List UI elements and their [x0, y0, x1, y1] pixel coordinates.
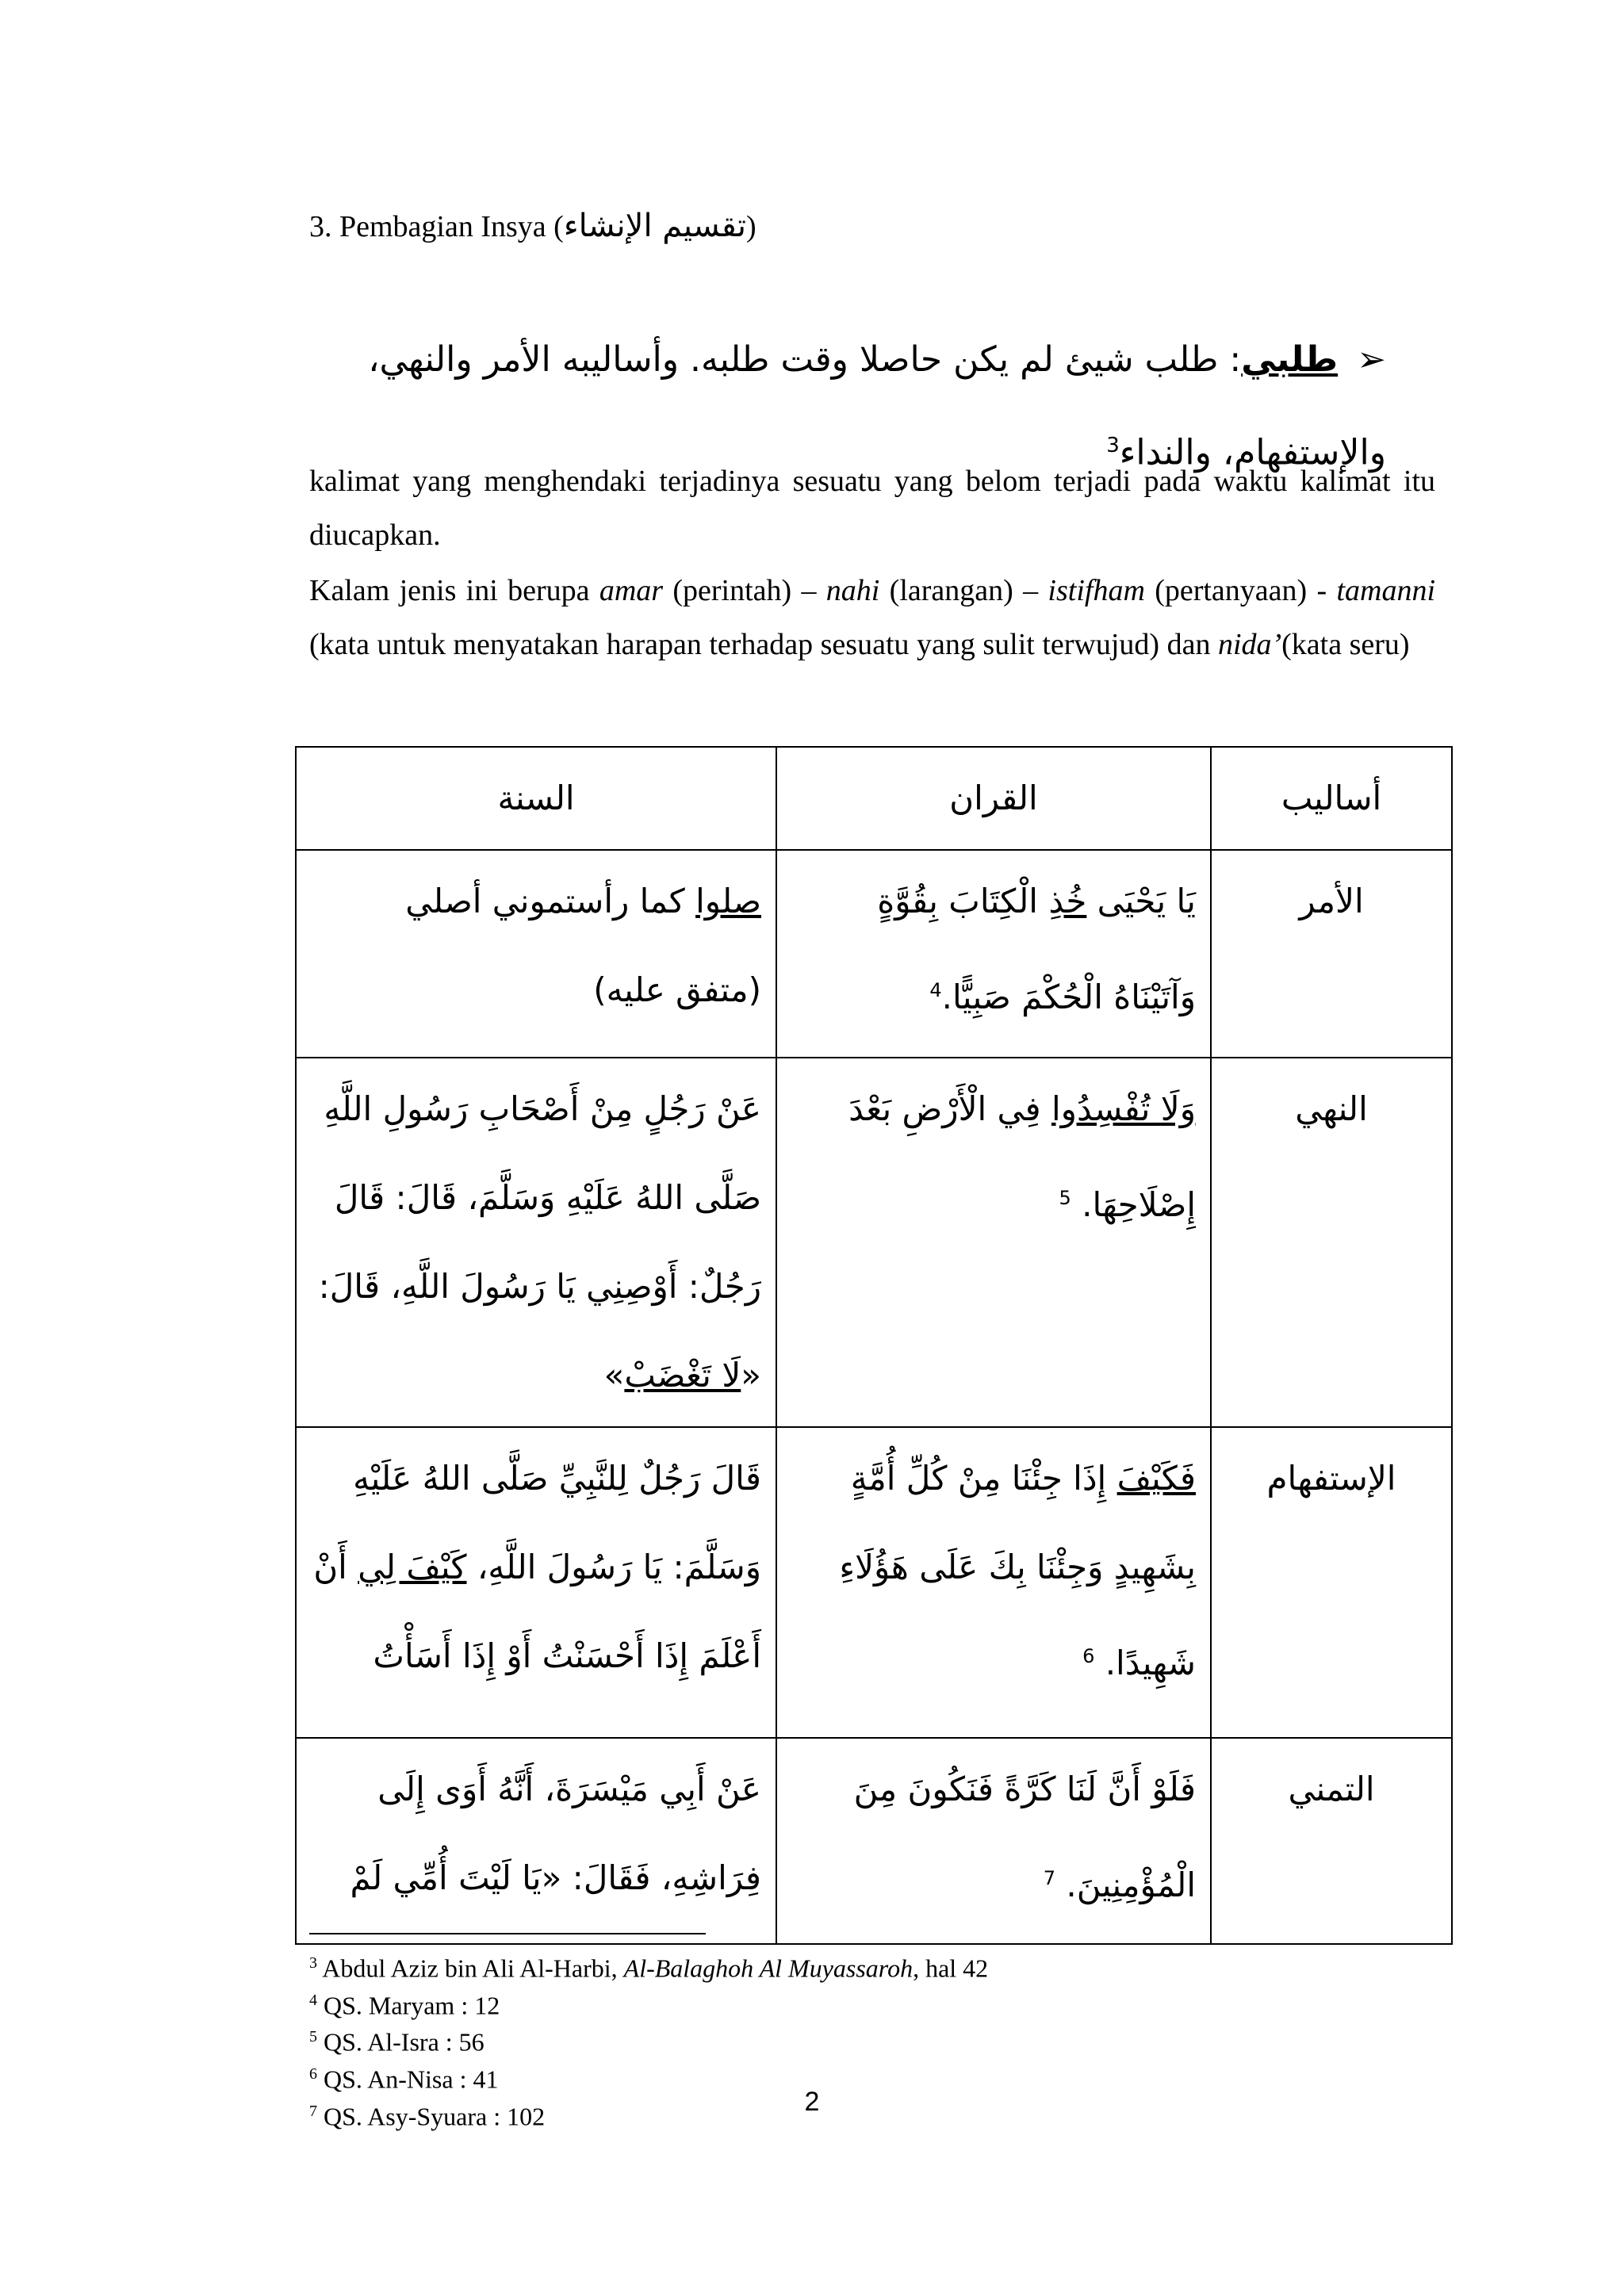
table-row: [296, 850, 1452, 1058]
footnote-text: QS. An-Nisa : 41: [317, 2064, 499, 2094]
heading-arabic: تقسيم الإنشاء: [563, 208, 747, 244]
footnote-number: 7: [309, 2102, 317, 2120]
footnote-ref: 7: [1043, 1867, 1056, 1889]
sunnah-text: كما رأستموني أصلي (متفق عليه): [405, 882, 761, 1009]
table-row: [296, 1738, 1452, 1944]
footnote-ref: 6: [1082, 1645, 1095, 1667]
term-amar: amar: [599, 574, 664, 607]
footnote: [309, 1947, 988, 1984]
quran-cell: [776, 1427, 1211, 1738]
style-cell: الإستفهام: [1211, 1427, 1452, 1738]
sunnah-text: »: [603, 1356, 625, 1395]
underlined-word: لَا تَغْضَبْ: [624, 1356, 741, 1395]
footnote-number: 4: [309, 1991, 317, 2009]
sunnah-cell: [296, 1058, 776, 1427]
footnote-ref: 5: [1059, 1187, 1071, 1209]
header-styles: أساليب: [1211, 747, 1452, 850]
sunnah-cell: [296, 1738, 776, 1944]
section-heading: [309, 208, 756, 244]
footnote-divider: [309, 1933, 706, 1934]
header-sunnah: السنة: [296, 747, 776, 850]
quran-text: إِذَا جِئْنَا مِنْ كُلِّ أُمَّةٍ بِشَهِيدٍ وَجِئْنَا بِكَ عَلَى هَؤُلَاءِ شَهِيدًا.: [839, 1459, 1196, 1682]
underlined-word: كَيْفَ لِي: [358, 1548, 467, 1586]
footnote-number: 5: [309, 2028, 317, 2046]
talabi-text: : طلب شيئ لم يكن حاصلا وقت طلبه. وأساليبه الأمر والنهي، والإستفهام، والنداء: [368, 339, 1386, 473]
sunnah-cell: [296, 850, 776, 1058]
sunnah-text: عَنْ أَبِي مَيْسَرَةَ، أَنَّهُ أَوَى إِلَى فِرَاشِهِ، فَقَالَ: «يَا لَيْتَ أُمِّي لَمْ: [350, 1770, 761, 1897]
sunnah-text: عَنْ رَجُلٍ مِنْ أَصْحَابِ رَسُولِ اللَّهِ صَلَّى اللهُ عَلَيْهِ وَسَلَّمَ، قَالَ: قَالَ رَجُلٌ: أَوْصِنِي يَا رَسُولَ اللَّهِ، قَالَ: «: [318, 1089, 761, 1395]
table-header-row: [296, 747, 1452, 850]
arrow-bullet-icon: ➢: [1357, 339, 1386, 380]
footnote-text: QS. Al-Isra : 56: [317, 2027, 485, 2057]
footnote-text: QS. Asy-Syuara : 102: [317, 2102, 546, 2131]
sunnah-cell: [296, 1427, 776, 1738]
text-segment: (larangan) –: [879, 574, 1048, 607]
quran-cell: [776, 1738, 1211, 1944]
underlined-word: فَكَيْفَ: [1116, 1459, 1196, 1498]
text-segment: (kata seru): [1281, 628, 1410, 661]
quran-text: الْكِتَابَ بِقُوَّةٍ وَآتَيْنَاهُ الْحُكْمَ صَبِيًّا.: [877, 882, 1196, 1016]
text-segment: (pertanyaan) -: [1144, 574, 1337, 607]
footnote-book-title: Al-Balaghoh Al Muyassaroh: [623, 1954, 914, 1983]
sunnah-text: قَالَ رَجُلٌ لِلنَّبِيِّ صَلَّى اللهُ عَلَيْهِ وَسَلَّمَ: يَا رَسُولَ اللَّهِ،: [353, 1459, 761, 1586]
term-nida: nida’: [1217, 628, 1282, 661]
table-row: [296, 1427, 1452, 1738]
table-row: [296, 1058, 1452, 1427]
quran-text: فِي الْأَرْضِ بَعْدَ إِصْلَاحِهَا.: [848, 1089, 1196, 1224]
footnote-text: , hal 42: [913, 1954, 989, 1983]
heading-prefix: 3. Pembagian Insya (: [309, 210, 564, 243]
quran-text: يَا يَحْيَى: [1086, 882, 1196, 920]
talabi-term: طلبي: [1241, 339, 1339, 380]
quran-cell: [776, 1058, 1211, 1427]
heading-suffix: ): [746, 210, 756, 243]
header-quran: القران: [776, 747, 1211, 850]
text-segment: (perintah) –: [663, 574, 826, 607]
text-segment: (kata untuk menyatakan harapan terhadap sesuatu yang sulit terwujud) dan: [309, 628, 1218, 661]
footnote-number: 6: [309, 2064, 317, 2083]
style-cell: النهي: [1211, 1058, 1452, 1427]
page-number: 2: [804, 2087, 820, 2117]
paragraph-types: [309, 564, 1435, 672]
footnote-number: 3: [309, 1954, 317, 1972]
footnote-ref: 3: [1106, 434, 1120, 457]
underlined-word: وَلَا تُفْسِدُوا: [1051, 1089, 1196, 1128]
sunnah-text: أَنْ أَعْلَمَ إِذَا أَحْسَنْتُ أَوْ إِذَا أَسَأْتُ: [313, 1548, 761, 1675]
term-tamanni: tamanni: [1336, 574, 1436, 607]
text-segment: Kalam jenis ini berupa: [309, 574, 599, 607]
term-nahi: nahi: [825, 574, 880, 607]
footnote: [309, 2021, 988, 2058]
underlined-word: خُذِ: [1048, 882, 1087, 920]
footnote-ref: 4: [929, 979, 942, 1001]
footnote-text: Abdul Aziz bin Ali Al-Harbi,: [317, 1954, 624, 1983]
term-istifham: istifham: [1048, 574, 1145, 607]
paragraph-definition: kalimat yang menghendaki terjadinya sesuatu yang belom terjadi pada waktu kalimat itu diucapkan.: [309, 465, 1435, 552]
quran-text: فَلَوْ أَنَّ لَنَا كَرَّةً فَنَكُونَ مِنَ الْمُؤْمِنِينَ.: [853, 1770, 1196, 1904]
underlined-word: صلوا: [695, 882, 761, 920]
style-cell: التمني: [1211, 1738, 1452, 1944]
footnote-text: QS. Maryam : 12: [317, 1991, 500, 2020]
footnote: [309, 1984, 988, 2022]
style-cell: الأمر: [1211, 850, 1452, 1058]
quran-cell: [776, 850, 1211, 1058]
examples-table: [295, 746, 1453, 1945]
